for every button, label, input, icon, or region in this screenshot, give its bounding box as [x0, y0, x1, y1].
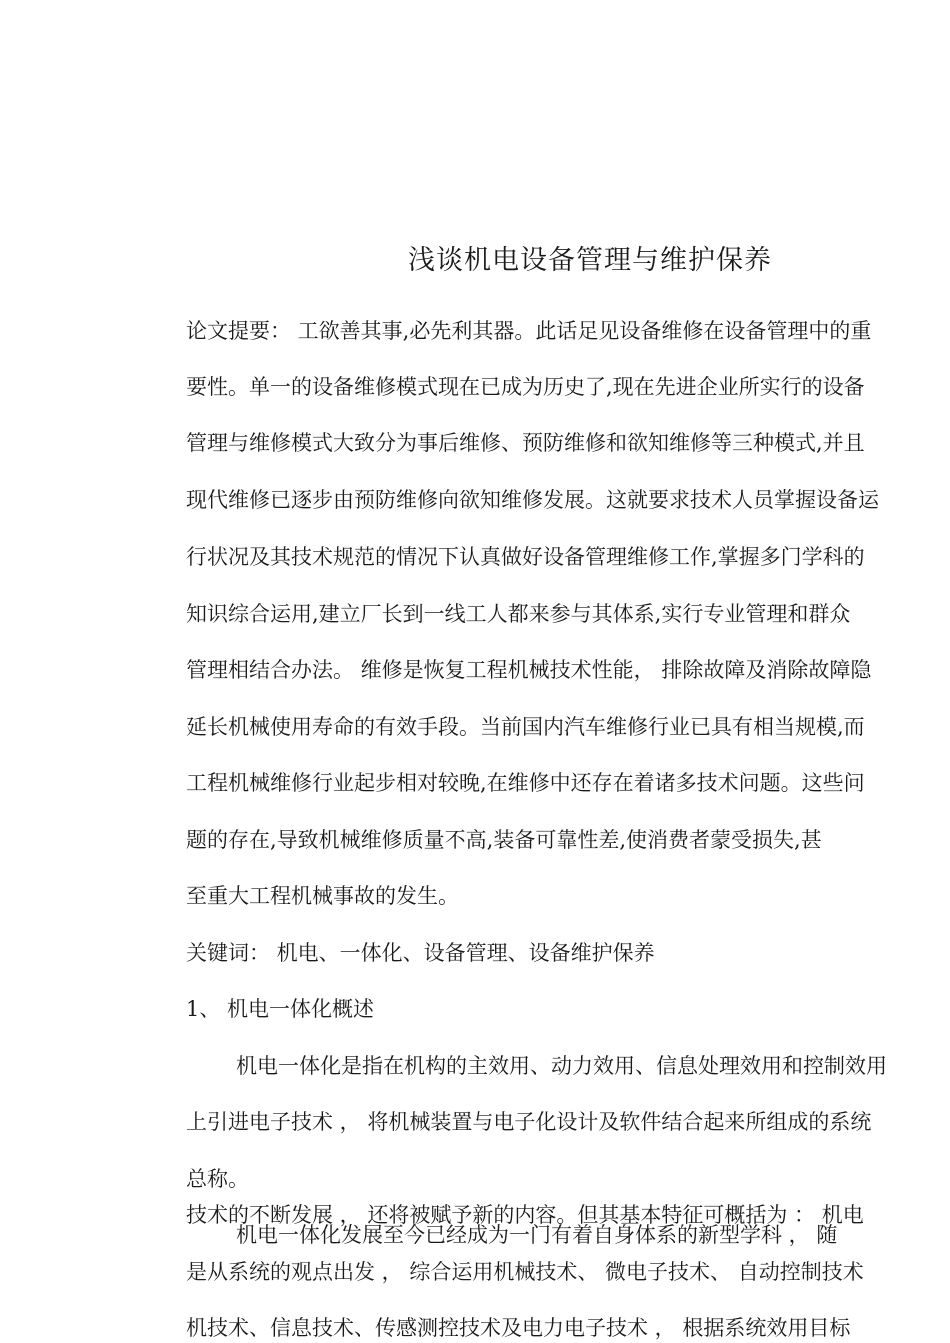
- abstract-line: 至重大工程机械事故的发生。: [186, 884, 459, 908]
- abstract-line: 知识综合运用,建立厂长到一线工人都来参与其体系,实行专业管理和群众: [186, 602, 851, 626]
- abstract-line: 论文提要： 工欲善其事,必先利其器。此话足见设备维修在设备管理中的重: [186, 319, 872, 343]
- body-line: 技术的不断发展 ， 还将被赋予新的内容。但其基本特征可概括为 ： 机电: [186, 1203, 864, 1227]
- body-line: 机技术、信息技术、传感测控技术及电力电子技术 ， 根据系统效用目标: [186, 1316, 851, 1340]
- body-line: 机电一体化是指在机构的主效用、动力效用、信息处理效用和控制效用: [236, 1054, 887, 1078]
- keywords-line: 关键词： 机电、一体化、设备管理、设备维护保养: [186, 941, 655, 965]
- abstract-line: 管理与维修模式大致分为事后维修、预防维修和欲知维修等三种模式,并且: [186, 431, 865, 455]
- page-title: 浅谈机电设备管理与维护保养: [408, 245, 772, 276]
- body-line: 上引进电子技术 ， 将机械装置与电子化设计及软件结合起来所组成的系统: [186, 1110, 872, 1134]
- body-line: 机电一体化发展至今已经成为一门有着自身体系的新型学科 ， 随: [236, 1223, 838, 1247]
- abstract-line: 行状况及其技术规范的情况下认真做好设备管理维修工作,掌握多门学科的: [186, 545, 865, 569]
- body-line: 总称。: [186, 1167, 249, 1191]
- abstract-line: 现代维修已逐步由预防维修向欲知维修发展。这就要求技术人员掌握设备运: [186, 488, 879, 512]
- body-line: 是从系统的观点出发 ， 综合运用机械技术、 微电子技术、 自动控制技术: [186, 1260, 864, 1284]
- abstract-line: 延长机械使用寿命的有效手段。当前国内汽车维修行业已具有相当规模,而: [186, 715, 865, 739]
- abstract-line: 题的存在,导致机械维修质量不高,装备可靠性差,使消费者蒙受损失,甚: [186, 828, 822, 852]
- abstract-line: 要性。单一的设备维修模式现在已成为历史了,现在先进企业所实行的设备: [186, 375, 865, 399]
- abstract-line: 工程机械维修行业起步相对较晚,在维修中还存在着诸多技术问题。这些问: [186, 771, 865, 795]
- section-heading: 1、 机电一体化概述: [186, 997, 375, 1021]
- abstract-line: 管理相结合办法。 维修是恢复工程机械技术性能， 排除故障及消除故障隐: [186, 658, 872, 682]
